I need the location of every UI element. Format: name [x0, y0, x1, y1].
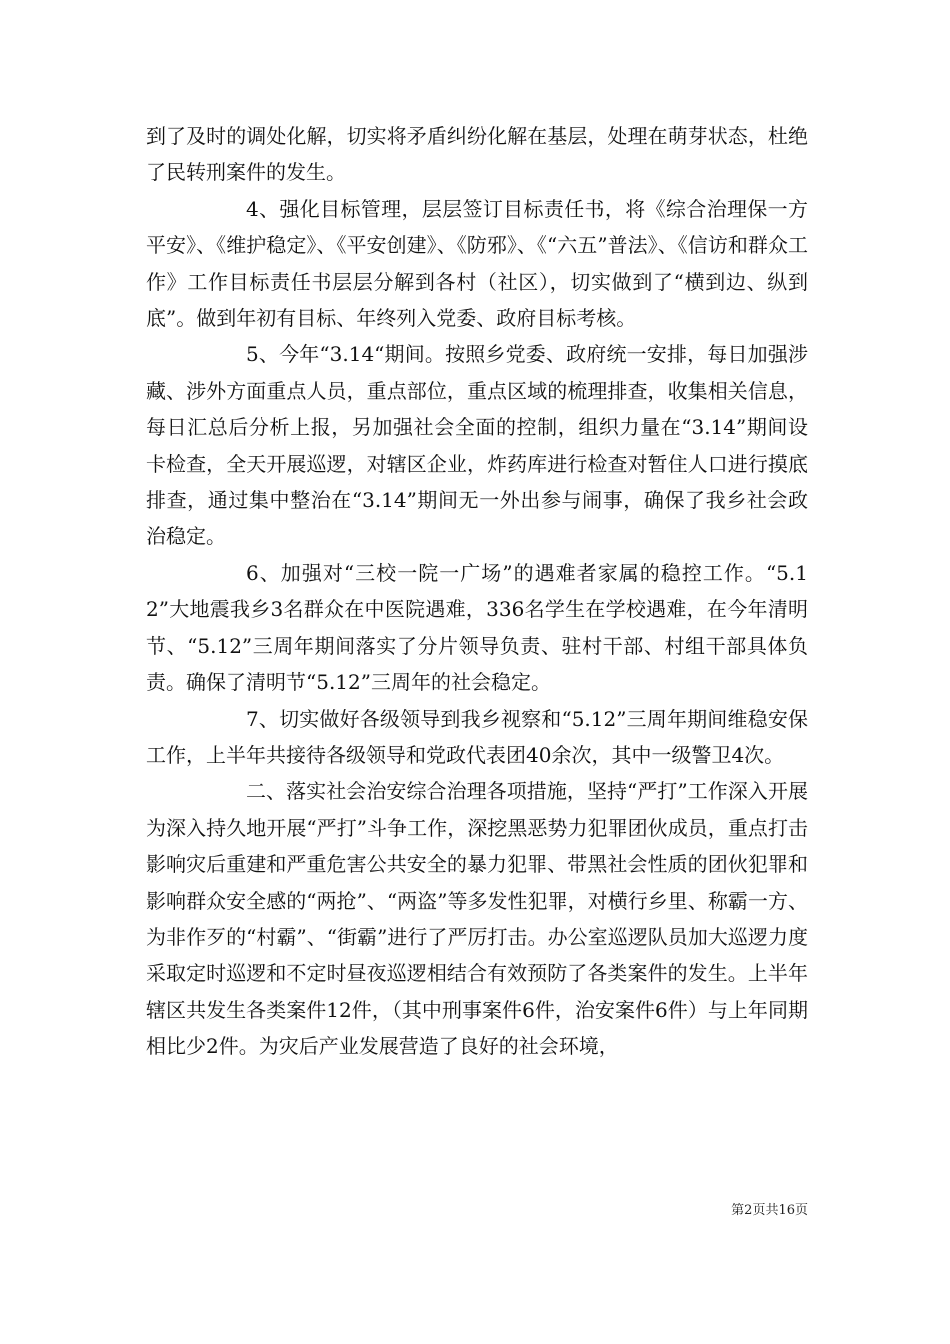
paragraph-item-4: 4、强化目标管理，层层签订目标责任书，将《综合治理保一方平安》、《维护稳定》、《平安创建》、《防邪》、《“六五”普法》、《信访和群众工作》工作目标责任书层层分解到各村（社区），切实做到了“横到边、纵到底”。做到年初有目标、年终列入党委、政府目标考核。 — [146, 196, 808, 331]
paragraph-continuation: 到了及时的调处化解，切实将矛盾纠纷化解在基层，处理在萌芽状态，杜绝了民转刑案件的发生。 — [146, 124, 808, 185]
paragraph-item-7: 7、切实做好各级领导到我乡视察和“5.12”三周年期间维稳安保工作，上半年共接待各级领导和党政代表团40余次，其中一级警卫4次。 — [146, 706, 808, 767]
page-number-footer: 第2页共16页 — [731, 1203, 808, 1218]
document-body — [146, 118, 808, 1065]
paragraph-item-5: 5、今年“3.14“期间。按照乡党委、政府统一安排，每日加强涉藏、涉外方面重点人员，重点部位，重点区域的梳理排查，收集相关信息，每日汇总后分析上报，另加强社会全面的控制，组织力量在“3.14”期间设卡检查，全天开展巡逻，对辖区企业，炸药库进行检查对暂住人口进行摸底排查，通过集中整治在“3.14”期间无一外出参与闹事，确保了我乡社会政治稳定。 — [146, 342, 808, 549]
paragraph-section-2: 二、落实社会治安综合治理各项措施，坚持“严打”工作深入开展为深入持久地开展“严打”斗争工作，深挖黑恶势力犯罪团伙成员，重点打击影响灾后重建和严重危害公共安全的暴力犯罪、带黑社会性质的团伙犯罪和影响群众安全感的“两抢”、“两盗”等多发性犯罪，对横行乡里、称霸一方、为非作歹的“村霸”、“街霸”进行了严厉打击。办公室巡逻队员加大巡逻力度采取定时巡逻和不定时昼夜巡逻相结合有效预防了各类案件的发生。上半年辖区共发生各类案件12件，（其中刑事案件6件，治安案件6件）与上年同期相比少2件。为灾后产业发展营造了良好的社会环境， — [146, 779, 808, 1059]
paragraph-item-6: 6、加强对“三校一院一广场”的遇难者家属的稳控工作。“5.12”大地震我乡3名群众在中医院遇难，336名学生在学校遇难，在今年清明节、“5.12”三周年期间落实了分片领导负责、驻村干部、村组干部具体负责。确保了清明节“5.12”三周年的社会稳定。 — [146, 560, 808, 695]
